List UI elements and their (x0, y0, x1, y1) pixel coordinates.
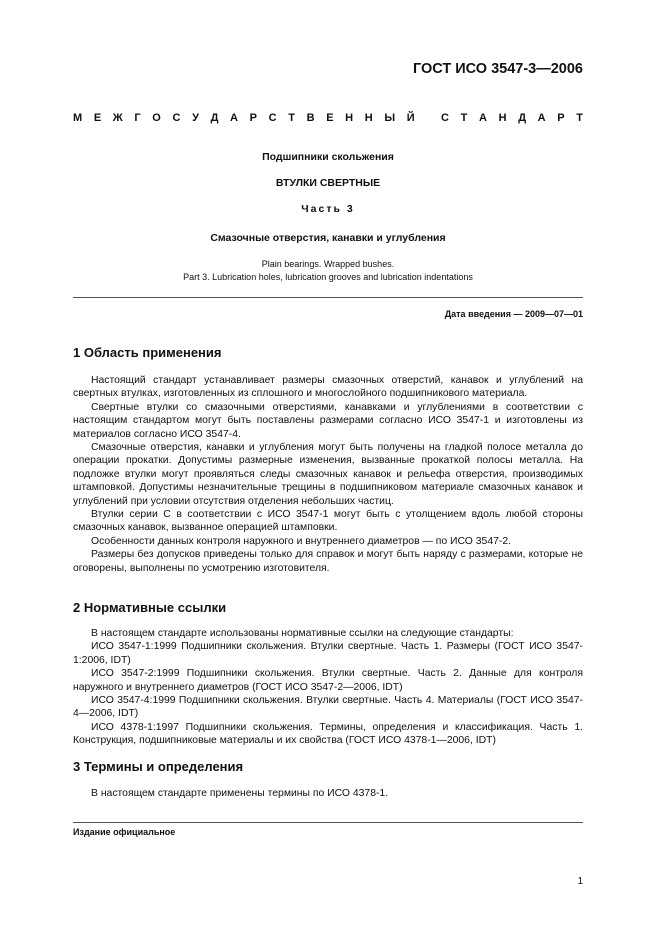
banner-letter: А (537, 112, 546, 124)
banner-letter: Й (406, 112, 415, 124)
banner-letter: Ы (384, 112, 396, 124)
paragraph: Настоящий стандарт устанавливает размеры смазочных отверстий, канавок и углублений на свертных втулках, изготовленных из сплошного и многослойного подшипникового материала. (73, 375, 583, 400)
banner-letter: Р (557, 112, 565, 124)
paragraph: Втулки серии С в соответствии с ИСО 3547-1 могут быть с утолщением вдоль любой стороны смазочных канавок, вызванное операцией штамповки. (73, 509, 583, 534)
divider (73, 297, 583, 298)
title-part: Часть 3 (301, 203, 355, 215)
title-line2: ВТУЛКИ СВЕРТНЫЕ (275, 177, 381, 189)
banner-letter: С (268, 112, 277, 124)
banner-letter: Н (498, 112, 507, 124)
banner-letter: С (441, 112, 449, 124)
section-1-heading: 1 Область применения (73, 345, 222, 360)
reference-item: ИСО 3547-4:1999 Подшипники скольжения. Втулки свертные. Часть 4. Материалы (ГОСТ ИСО 3547-4—2006, IDT) (73, 695, 583, 720)
banner-letter: С (172, 112, 181, 124)
banner-letter: Ж (112, 112, 123, 124)
banner-letter: Е (93, 112, 102, 124)
banner-letter (426, 112, 429, 124)
reference-item: ИСО 4378-1:1997 Подшипники скольжения. Термины, определения и классификация. Часть 1. Конструкция, подшипниковые материалы и их свойства (ГОСТ ИСО 4378-1—2006, IDT) (73, 721, 583, 747)
paragraph: В настоящем стандарте использованы нормативные ссылки на следующие стандарты: (91, 628, 514, 639)
banner-letter: М (73, 112, 83, 124)
banner-letter: О (152, 112, 161, 124)
title-line1: Подшипники скольжения (262, 151, 394, 163)
banner-letter: Т (576, 112, 583, 124)
standard-banner (73, 112, 583, 124)
section-2-heading: 2 Нормативные ссылки (73, 600, 227, 615)
banner-letter: В (306, 112, 315, 124)
english-title-2: Part 3. Lubrication holes, lubrication grooves and lubrication indentations (183, 272, 473, 282)
footer-divider (73, 822, 583, 823)
banner-letter: У (192, 112, 199, 124)
banner-letter: А (479, 112, 487, 124)
banner-letter: Д (518, 112, 527, 124)
banner-letter: Д (210, 112, 219, 124)
section-2-body (73, 627, 583, 748)
section-3-body (73, 787, 583, 800)
paragraph: Особенности данных контроля наружного и внутреннего диаметров — по ИСО 3547-2. (91, 535, 511, 547)
paragraph: Свертные втулки со смазочными отверстиями, канавками и углублениями в соответствии с настоящим стандартом могут быть поставлены размерами согласно ИСО 3547-1 и изготовлены из материалов согласно ИСО 3547-4. (73, 401, 583, 440)
edition-label: Издание официальное (73, 827, 176, 837)
standard-id: ГОСТ ИСО 3547-3—2006 (412, 61, 583, 77)
banner-letter: Г (134, 112, 141, 124)
banner-letter: Р (249, 112, 257, 124)
section-3-heading: 3 Термины и определения (73, 759, 244, 774)
reference-item: ИСО 3547-2:1999 Подшипники скольжения. Втулки свертные. Часть 2. Данные для контроля наружного и внутреннего диаметров (ГОСТ ИСО 3547-2—2006, IDT) (73, 668, 583, 693)
reference-item: ИСО 3547-1:1999 Подшипники скольжения. Втулки свертные. Часть 1. Размеры (ГОСТ ИСО 3547-1:2006, IDT) (73, 641, 583, 666)
banner-letter: Н (364, 112, 373, 124)
banner-letter: Т (460, 112, 468, 124)
paragraph: Размеры без допусков приведены только для справок и могут быть наряду с размерами, которые не оговорены, выполнены по усмотрению изготовителя. (73, 549, 583, 574)
page-number: 1 (577, 876, 583, 887)
paragraph: Смазочные отверстия, канавки и углубления могут быть получены на гладкой полосе металла до операции прокатки. Допустимы размерные изменения, вызванные прокаткой полосы металла. На подложке втулки могут проявляться следы смазочных канавок и рельефа отверстия, производимых штамповкой. Допустимы незначительные трещины в подшипниковом материале смазочных канавок и углублений при условии отсутствия отделения небольших частиц. (73, 442, 583, 507)
effective-date: Дата введения — 2009—07—01 (444, 309, 583, 319)
paragraph: В настоящем стандарте применены термины по ИСО 4378-1. (91, 788, 389, 799)
banner-letter: Н (345, 112, 354, 124)
banner-letter: А (230, 112, 238, 124)
banner-letter: Т (288, 112, 295, 124)
title-subject: Смазочные отверстия, канавки и углубления (210, 232, 446, 244)
banner-letter: Е (326, 112, 334, 124)
section-1-body (73, 374, 583, 575)
english-title-1: Plain bearings. Wrapped bushes. (261, 259, 395, 269)
